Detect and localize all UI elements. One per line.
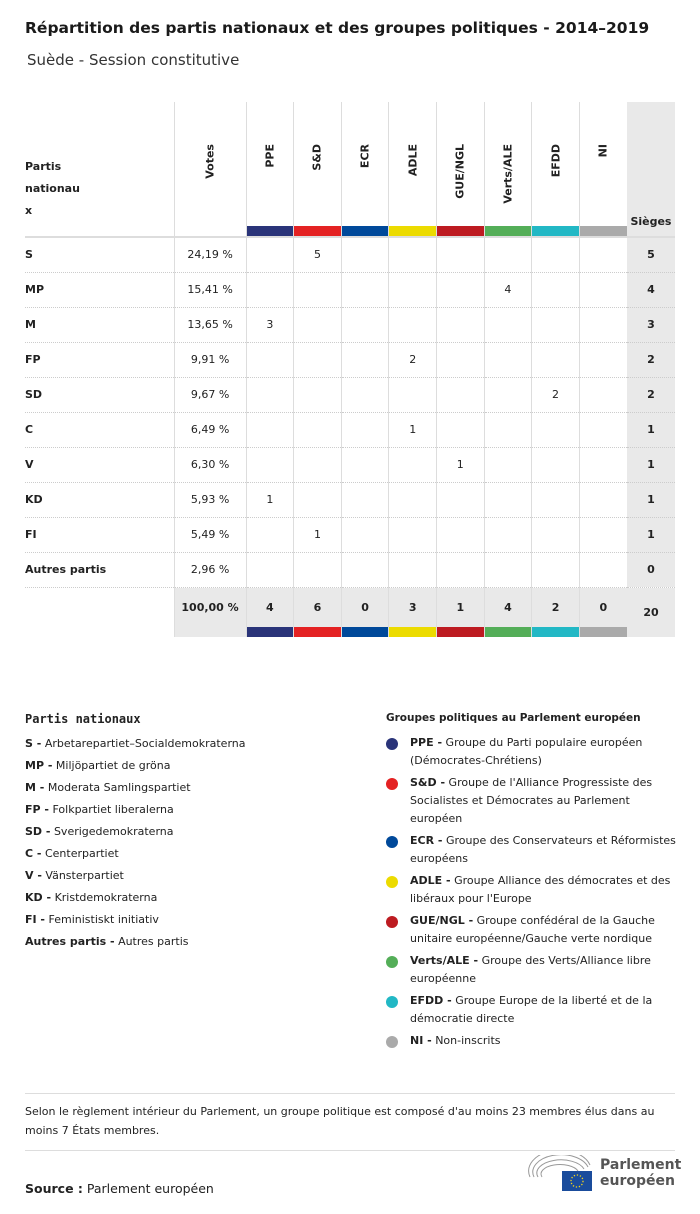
seat-cell (579, 447, 627, 482)
group-legend-title: Groupes politiques au Parlement européen (386, 712, 641, 724)
group-color-bar (247, 627, 294, 637)
group-color-bar (437, 627, 484, 637)
party-cell: M (25, 307, 174, 342)
table-row (25, 552, 675, 587)
seat-cell (389, 307, 437, 342)
seat-cell (294, 272, 342, 307)
votes-cell: 15,41 % (174, 272, 246, 307)
seat-cell (437, 237, 485, 272)
seat-cell (341, 237, 389, 272)
seat-cell (579, 307, 627, 342)
seat-cell (389, 377, 437, 412)
color-dot-icon (386, 916, 398, 928)
group-color-bar (389, 226, 436, 236)
group-legend-item: ADLE - Groupe Alliance des démocrates et des libéraux pour l'Europe (386, 872, 676, 908)
color-dot-icon (386, 778, 398, 790)
seat-cell (341, 342, 389, 377)
seat-cell: 2 (389, 342, 437, 377)
party-legend-item: S - Arbetarepartiet–Socialdemokraterna (25, 737, 246, 750)
seat-cell (484, 412, 532, 447)
group-header: PPE (246, 102, 294, 237)
total-votes: 100,00 % (174, 587, 246, 637)
seat-cell (579, 412, 627, 447)
seat-cell (532, 412, 580, 447)
table-row (25, 412, 675, 447)
table-row (25, 482, 675, 517)
total-seats-cell: 5 (627, 237, 675, 272)
party-cell: SD (25, 377, 174, 412)
group-header: GUE/NGL (437, 102, 485, 237)
seat-cell (389, 552, 437, 587)
seat-cell (579, 272, 627, 307)
votes-cell: 9,91 % (174, 342, 246, 377)
group-total: 0 (579, 587, 627, 637)
seat-cell (579, 342, 627, 377)
page-title: Répartition des partis nationaux et des groupes politiques - 2014–2019 (25, 19, 650, 37)
seat-cell (341, 272, 389, 307)
party-cell: C (25, 412, 174, 447)
group-total: 4 (246, 587, 294, 637)
party-header: Partis nationau x (25, 102, 174, 237)
grand-total: 20 (627, 587, 675, 637)
group-legend-item: PPE - Groupe du Parti populaire européen (Démocrates-Chrétiens) (386, 734, 676, 770)
group-header: ECR (341, 102, 389, 237)
seat-cell (437, 377, 485, 412)
seat-cell (579, 517, 627, 552)
seat-cell (389, 237, 437, 272)
party-legend-title: Partis nationaux (25, 712, 141, 726)
seat-cell (341, 307, 389, 342)
seat-cell (294, 342, 342, 377)
total-seats-cell: 2 (627, 377, 675, 412)
group-color-bar (485, 226, 532, 236)
total-seats-cell: 1 (627, 412, 675, 447)
seat-cell (532, 552, 580, 587)
party-legend-item: M - Moderata Samlingspartiet (25, 781, 191, 794)
group-legend (386, 712, 676, 1054)
party-legend-item: MP - Miljöpartiet de gröna (25, 759, 171, 772)
seat-cell: 1 (246, 482, 294, 517)
source: Source : Parlement européen (25, 1181, 214, 1196)
group-total: 4 (484, 587, 532, 637)
seat-cell (484, 552, 532, 587)
seat-cell: 4 (484, 272, 532, 307)
seat-cell (341, 552, 389, 587)
table-row (25, 447, 675, 482)
total-seats-cell: 3 (627, 307, 675, 342)
party-legend-item: SD - Sverigedemokraterna (25, 825, 174, 838)
seat-cell (294, 412, 342, 447)
group-total: 2 (532, 587, 580, 637)
group-color-bar (532, 226, 579, 236)
seat-cell: 1 (437, 447, 485, 482)
seat-cell (341, 447, 389, 482)
total-seats-cell: 2 (627, 342, 675, 377)
seats-header: Sièges (627, 102, 675, 237)
group-legend-item: ECR - Groupe des Conservateurs et Réformistes européens (386, 832, 676, 868)
seat-cell (532, 447, 580, 482)
color-dot-icon (386, 956, 398, 968)
group-color-bar (532, 627, 579, 637)
party-legend-item: Autres partis - Autres partis (25, 935, 189, 948)
group-total: 0 (341, 587, 389, 637)
votes-cell: 6,30 % (174, 447, 246, 482)
total-seats-cell: 1 (627, 447, 675, 482)
seat-cell (294, 377, 342, 412)
votes-cell: 5,49 % (174, 517, 246, 552)
seat-cell (389, 482, 437, 517)
color-dot-icon (386, 996, 398, 1008)
seat-cell (532, 307, 580, 342)
parliament-hemicycle-icon (528, 1155, 592, 1191)
seat-cell (437, 272, 485, 307)
seat-cell (294, 447, 342, 482)
group-color-bar (342, 627, 389, 637)
seat-cell (579, 377, 627, 412)
group-header: S&D (294, 102, 342, 237)
seat-cell (579, 237, 627, 272)
party-cell: FI (25, 517, 174, 552)
seat-cell (532, 517, 580, 552)
table-row (25, 517, 675, 552)
seat-cell (532, 272, 580, 307)
seat-cell (484, 377, 532, 412)
total-seats-cell: 1 (627, 482, 675, 517)
party-cell: Autres partis (25, 552, 174, 587)
votes-cell: 6,49 % (174, 412, 246, 447)
group-header: ADLE (389, 102, 437, 237)
seat-cell (437, 482, 485, 517)
seat-cell (294, 307, 342, 342)
footnote: Selon le règlement intérieur du Parlement, un groupe politique est composé d'au moins 23 membres élus dans au moins 7 États membres. (25, 1093, 675, 1151)
group-legend-item: EFDD - Groupe Europe de la liberté et de la démocratie directe (386, 992, 676, 1028)
party-cell: FP (25, 342, 174, 377)
table-row (25, 342, 675, 377)
color-dot-icon (386, 1036, 398, 1048)
seat-cell (484, 482, 532, 517)
group-color-bar (580, 226, 627, 236)
seat-cell (294, 552, 342, 587)
group-total: 1 (437, 587, 485, 637)
party-legend-item: KD - Kristdemokraterna (25, 891, 158, 904)
votes-header: Votes (174, 102, 246, 237)
seat-cell (532, 342, 580, 377)
seat-cell (532, 237, 580, 272)
party-legend (25, 712, 246, 948)
group-total: 6 (294, 587, 342, 637)
party-cell: S (25, 248, 33, 262)
color-dot-icon (386, 738, 398, 750)
group-legend-item: S&D - Groupe de l'Alliance Progressiste des Socialistes et Démocrates au Parlement européen (386, 774, 676, 828)
ep-logo: Parlement européen (528, 1155, 681, 1191)
seat-cell (341, 377, 389, 412)
group-legend-item: NI - Non-inscrits (386, 1032, 676, 1050)
votes-cell: 13,65 % (174, 307, 246, 342)
seat-cell (389, 517, 437, 552)
seat-cell: 5 (294, 237, 342, 272)
page-subtitle: Suède - Session constitutive (27, 51, 240, 69)
party-cell: V (25, 447, 174, 482)
seat-cell (579, 552, 627, 587)
totals-label (25, 587, 174, 637)
party-cell: KD (25, 482, 174, 517)
seat-cell: 1 (294, 517, 342, 552)
seat-cell (389, 447, 437, 482)
seat-cell (246, 342, 294, 377)
seat-cell (532, 482, 580, 517)
seat-cell: 1 (389, 412, 437, 447)
seat-cell (579, 482, 627, 517)
votes-cell: 24,19 % (174, 237, 246, 272)
group-color-bar (437, 226, 484, 236)
color-dot-icon (386, 836, 398, 848)
group-color-bar (294, 627, 341, 637)
seat-cell (484, 342, 532, 377)
votes-cell: 9,67 % (174, 377, 246, 412)
votes-cell: 5,93 % (174, 482, 246, 517)
seat-cell (246, 552, 294, 587)
group-color-bar (580, 627, 627, 637)
total-seats-cell: 4 (627, 272, 675, 307)
table-row (25, 272, 675, 307)
total-seats-cell: 1 (627, 517, 675, 552)
seat-cell (484, 307, 532, 342)
seat-cell (246, 272, 294, 307)
seat-cell (437, 412, 485, 447)
group-total: 3 (389, 587, 437, 637)
party-cell: MP (25, 272, 174, 307)
seat-cell (294, 482, 342, 517)
group-header: EFDD (532, 102, 580, 237)
seat-cell: 2 (532, 377, 580, 412)
group-color-bar (342, 226, 389, 236)
group-color-bar (389, 627, 436, 637)
seat-cell: 3 (246, 307, 294, 342)
table-row (25, 237, 675, 272)
seat-cell (246, 237, 294, 272)
group-legend-item: GUE/NGL - Groupe confédéral de la Gauche unitaire européenne/Gauche verte nordique (386, 912, 676, 948)
group-color-bar (247, 226, 294, 236)
party-legend-item: FP - Folkpartiet liberalerna (25, 803, 174, 816)
seat-cell (437, 517, 485, 552)
seat-cell (484, 517, 532, 552)
group-color-bar (294, 226, 341, 236)
seat-cell (246, 447, 294, 482)
seat-cell (484, 237, 532, 272)
party-legend-item: V - Vänsterpartiet (25, 869, 124, 882)
seat-distribution-table (25, 102, 675, 637)
seat-cell (437, 342, 485, 377)
group-legend-item: Verts/ALE - Groupe des Verts/Alliance libre européenne (386, 952, 676, 988)
seat-cell (246, 517, 294, 552)
total-seats-cell: 0 (627, 552, 675, 587)
seat-cell (246, 377, 294, 412)
seat-cell (341, 412, 389, 447)
color-dot-icon (386, 876, 398, 888)
votes-cell: 2,96 % (174, 552, 246, 587)
table-row (25, 377, 675, 412)
group-header: Verts/ALE (484, 102, 532, 237)
seat-cell (484, 447, 532, 482)
group-header: NI (579, 102, 627, 237)
seat-cell (246, 412, 294, 447)
seat-cell (341, 482, 389, 517)
party-legend-item: C - Centerpartiet (25, 847, 119, 860)
seat-cell (437, 307, 485, 342)
seat-cell (389, 272, 437, 307)
seat-cell (437, 552, 485, 587)
seat-cell (341, 517, 389, 552)
group-color-bar (485, 627, 532, 637)
party-legend-item: FI - Feministiskt initiativ (25, 913, 159, 926)
table-row (25, 307, 675, 342)
